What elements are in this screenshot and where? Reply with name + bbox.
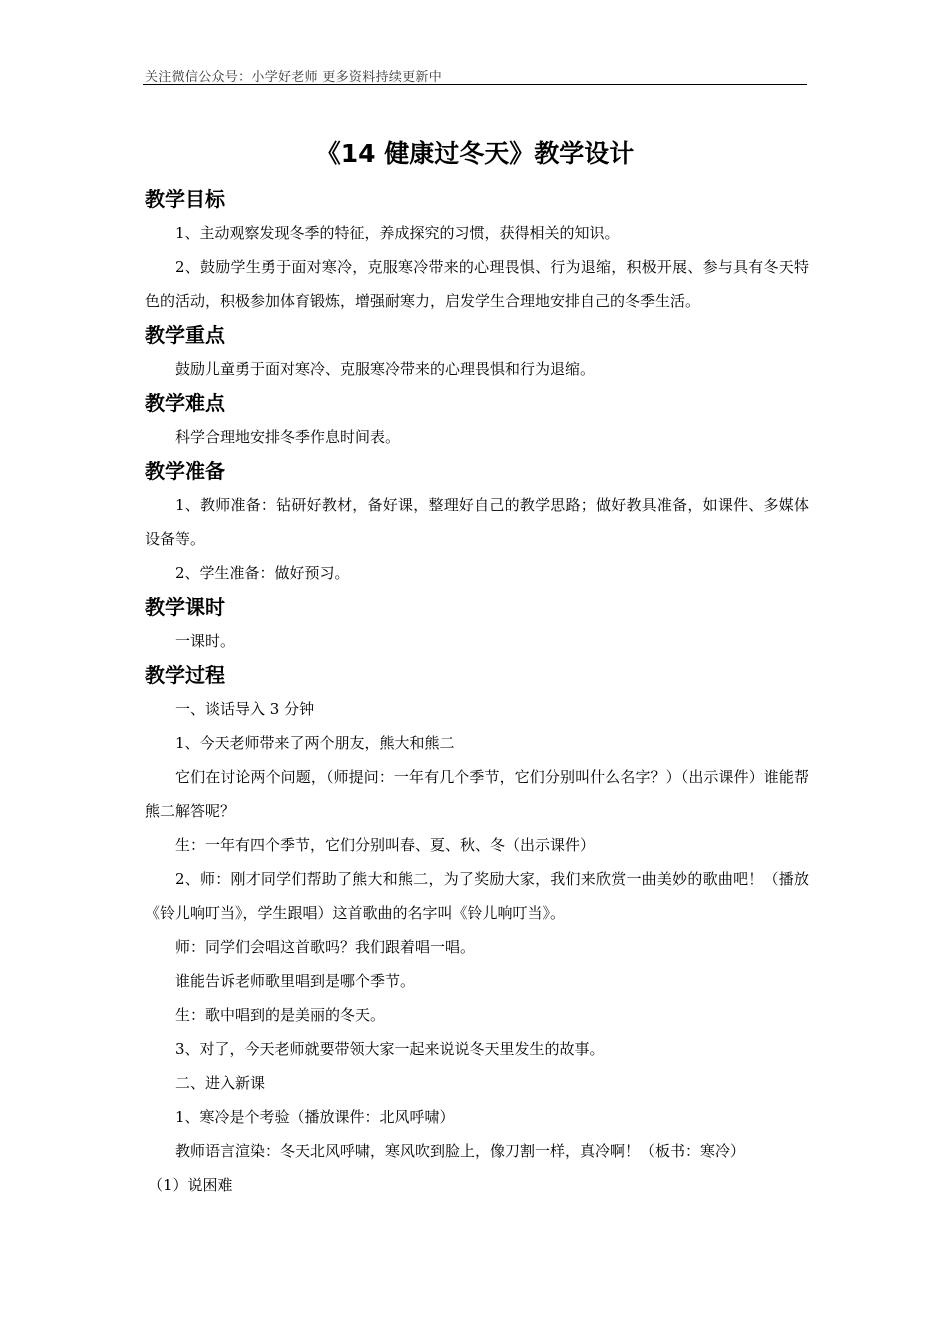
process-paragraph-5: 2、师：刚才同学们帮助了熊大和熊二，为了奖励大家，我们来欣赏一曲美妙的歌曲吧！（播放《铃儿响叮当》，学生跟唱）这首歌曲的名字叫《铃儿响叮当》。 (145, 870, 809, 922)
section-heading-prep: 教学准备 (145, 459, 225, 483)
process-paragraph-12: 教师语言渲染：冬天北风呼啸，寒风吹到脸上，像刀割一样，真冷啊！（板书：寒冷） (175, 1142, 746, 1160)
prep-paragraph-1: 1、教师准备：钻研好教材，备好课，整理好自己的教学思路；做好教具准备，如课件、多媒体设备等。 (145, 496, 809, 548)
section-heading-key: 教学重点 (145, 323, 225, 347)
section-heading-hours: 教学课时 (145, 595, 225, 619)
process-paragraph-13: （1）说困难 (148, 1176, 233, 1194)
key-paragraph: 鼓励儿童勇于面对寒冷、克服寒冷带来的心理畏惧和行为退缩。 (175, 360, 596, 378)
process-paragraph-1: 一、谈话导入 3 分钟 (175, 700, 315, 718)
section-heading-goals: 教学目标 (145, 187, 225, 211)
process-paragraph-10: 二、进入新课 (175, 1074, 266, 1092)
header-note: 关注微信公众号：小学好老师 更多资料持续更新中 (145, 70, 443, 85)
section-heading-difficulty: 教学难点 (145, 391, 225, 415)
document-body (145, 182, 809, 1202)
difficulty-paragraph: 科学合理地安排冬季作息时间表。 (175, 428, 401, 446)
process-paragraph-2: 1、今天老师带来了两个朋友，熊大和熊二 (175, 734, 455, 752)
document-title: 《14 健康过冬天》教学设计 (315, 139, 635, 168)
process-paragraph-8: 生：歌中唱到的是美丽的冬天。 (175, 1006, 386, 1024)
header-divider (143, 84, 807, 85)
process-paragraph-6: 师：同学们会唱这首歌吗？我们跟着唱一唱。 (175, 938, 476, 956)
prep-paragraph-2: 2、学生准备：做好预习。 (175, 564, 350, 582)
process-paragraph-9: 3、对了，今天老师就要带领大家一起来说说冬天里发生的故事。 (175, 1040, 605, 1058)
goals-paragraph-1: 1、主动观察发现冬季的特征，养成探究的习惯，获得相关的知识。 (175, 224, 620, 242)
section-heading-process: 教学过程 (145, 663, 225, 687)
hours-paragraph: 一课时。 (175, 632, 236, 650)
goals-paragraph-2: 2、鼓励学生勇于面对寒冷，克服寒冷带来的心理畏惧、行为退缩，积极开展、参与具有冬天特色的活动，积极参加体育锻炼，增强耐寒力，启发学生合理地安排自己的冬季生活。 (145, 258, 809, 310)
process-paragraph-4: 生：一年有四个季节，它们分别叫春、夏、秋、冬（出示课件） (175, 836, 596, 854)
process-paragraph-3: 它们在讨论两个问题，（师提问：一年有几个季节，它们分别叫什么名字？）（出示课件）谁能帮熊二解答呢？ (145, 768, 809, 820)
process-paragraph-7: 谁能告诉老师歌里唱到是哪个季节。 (175, 972, 416, 990)
process-paragraph-11: 1、寒冷是个考验（播放课件：北风呼啸） (175, 1108, 455, 1126)
